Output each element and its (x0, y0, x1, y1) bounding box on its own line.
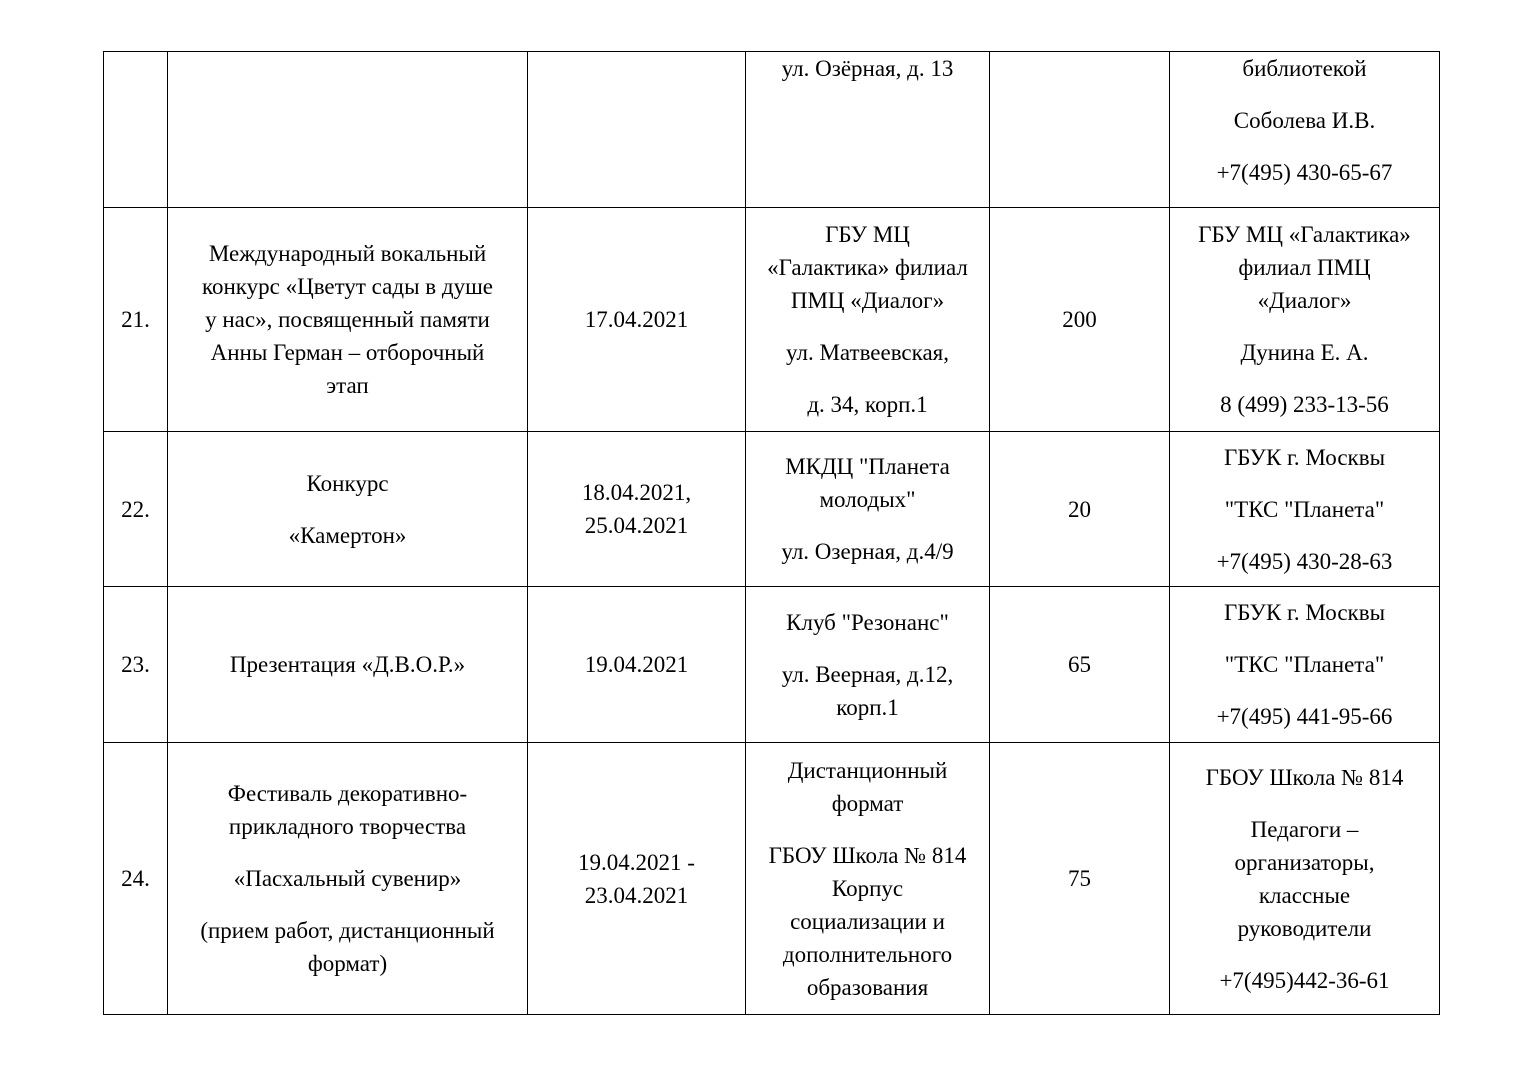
text-line: Клуб "Резонанс" (786, 609, 949, 635)
event-name-cell (168, 587, 528, 743)
text-line: молодых" (819, 487, 916, 512)
cell-text (534, 846, 739, 912)
organizer-cell (1170, 52, 1440, 208)
text-line: 19.04.2021 - (578, 849, 695, 875)
text-line: ул. Озерная, д.4/9 (781, 539, 954, 564)
text-line: 25.04.2021 (584, 513, 689, 538)
text-line: прикладного творчества (228, 814, 467, 839)
text-line: "ТКС "Планета" (1224, 652, 1385, 677)
text-line: Дистанционный (787, 757, 948, 783)
row-number-cell: 21. (104, 208, 168, 432)
text-line: филиал ПМЦ (1238, 255, 1371, 280)
cell-text (752, 52, 983, 85)
venue-cell (746, 587, 990, 743)
cell-text (1176, 218, 1433, 421)
organizer-cell (1170, 208, 1440, 432)
text-line: корп.1 (836, 694, 899, 720)
text-line: ГБУ МЦ (825, 222, 910, 247)
text-line: +7(495) 430-65-67 (1216, 160, 1393, 185)
text-line: Конкурс (306, 470, 389, 496)
text-line: формат (831, 790, 904, 816)
cell-text (752, 754, 983, 1004)
organizer-cell (1170, 743, 1440, 1015)
text-line: формат) (307, 951, 388, 976)
table-body (104, 52, 1440, 1015)
event-name-cell (168, 432, 528, 587)
table-row (104, 208, 1440, 432)
row-number-cell (104, 52, 168, 208)
text-line: библиотекой (1242, 56, 1367, 81)
text-line: руководители (1237, 915, 1372, 941)
text-line: социализации и (790, 908, 945, 934)
text-line: организаторы, (1234, 849, 1375, 875)
text-line: Международный вокальный (208, 241, 487, 266)
organizer-cell (1170, 587, 1440, 743)
text-line: +7(495) 441-95-66 (1216, 704, 1393, 729)
text-line: МКДЦ "Планета (785, 454, 950, 479)
cell-text (1176, 761, 1433, 997)
row-number-cell: 22. (104, 432, 168, 587)
text-line: 19.04.2021 (584, 652, 689, 677)
venue-cell (746, 208, 990, 432)
cell-text (174, 237, 521, 402)
cell-text (534, 303, 739, 336)
text-line: Дунина Е. А. (1240, 340, 1369, 365)
text-line: 17.04.2021 (584, 307, 689, 332)
cell-text (534, 476, 739, 542)
text-line: Корпус (831, 875, 904, 901)
table-row (104, 743, 1440, 1015)
table-row (104, 432, 1440, 587)
text-line: конкурс «Цветут сады в душе (201, 274, 494, 299)
venue-cell (746, 52, 990, 208)
cell-text (752, 218, 983, 421)
events-table (103, 51, 1440, 1015)
cell-text (1176, 52, 1433, 189)
event-name-cell (168, 208, 528, 432)
text-line: ГБОУ Школа № 814 (768, 842, 967, 868)
text-line: 18.04.2021, (581, 480, 692, 505)
table-row (104, 52, 1440, 208)
cell-text (752, 450, 983, 568)
cell-text (1176, 596, 1433, 733)
organizer-cell (1170, 432, 1440, 587)
text-line: ГБУ МЦ «Галактика» (1198, 222, 1411, 247)
text-line: «Диалог» (1257, 288, 1352, 313)
text-line: 8 (499) 233-13-56 (1220, 392, 1389, 417)
date-cell (528, 743, 746, 1015)
text-line: ул. Матвеевская, (785, 340, 950, 365)
text-line: Педагоги – (1250, 816, 1359, 842)
text-line: Анны Герман – отборочный (210, 340, 485, 365)
participants-count-cell: 200 (990, 208, 1170, 432)
date-cell (528, 587, 746, 743)
date-cell (528, 52, 746, 208)
participants-count-cell: 75 (990, 743, 1170, 1015)
text-line: «Камертон» (288, 522, 407, 548)
text-line: ул. Озёрная, д. 13 (781, 56, 954, 81)
text-line: +7(495)442-36-61 (1219, 967, 1390, 993)
event-name-cell (168, 52, 528, 208)
text-line: +7(495) 430-28-63 (1216, 548, 1393, 574)
text-line: Фестиваль декоративно- (227, 781, 468, 806)
text-line: ГБОУ Школа № 814 (1205, 764, 1404, 790)
event-name-cell (168, 743, 528, 1015)
text-line: дополнительного (782, 941, 953, 967)
text-line: Соболева И.В. (1233, 108, 1376, 133)
text-line: у нас», посвященный памяти (205, 307, 490, 332)
table-row (104, 587, 1440, 743)
cell-text (534, 648, 739, 681)
participants-count-cell: 20 (990, 432, 1170, 587)
text-line: д. 34, корп.1 (807, 392, 928, 417)
text-line: Презентация «Д.В.О.Р.» (229, 652, 466, 677)
text-line: этап (326, 373, 369, 398)
row-number-cell: 24. (104, 743, 168, 1015)
text-line: ул. Веерная, д.12, (781, 661, 954, 687)
venue-cell (746, 432, 990, 587)
text-line: «Галактика» филиал (767, 255, 968, 280)
cell-text (174, 467, 521, 552)
text-line: (прием работ, дистанционный (200, 918, 495, 943)
text-line: ГБУК г. Москвы (1223, 600, 1386, 625)
row-number-cell: 23. (104, 587, 168, 743)
date-cell (528, 208, 746, 432)
cell-text (174, 777, 521, 980)
text-line: 23.04.2021 (584, 882, 689, 908)
text-line: ГБУК г. Москвы (1223, 444, 1386, 470)
text-line: классные (1258, 882, 1351, 908)
cell-text (1176, 441, 1433, 578)
text-line: "ТКС "Планета" (1224, 496, 1385, 522)
participants-count-cell (990, 52, 1170, 208)
text-line: образования (806, 974, 929, 1000)
participants-count-cell: 65 (990, 587, 1170, 743)
text-line: ПМЦ «Диалог» (790, 288, 945, 313)
date-cell (528, 432, 746, 587)
text-line: «Пасхальный сувенир» (233, 866, 462, 891)
venue-cell (746, 743, 990, 1015)
cell-text (752, 606, 983, 724)
cell-text (174, 648, 521, 681)
